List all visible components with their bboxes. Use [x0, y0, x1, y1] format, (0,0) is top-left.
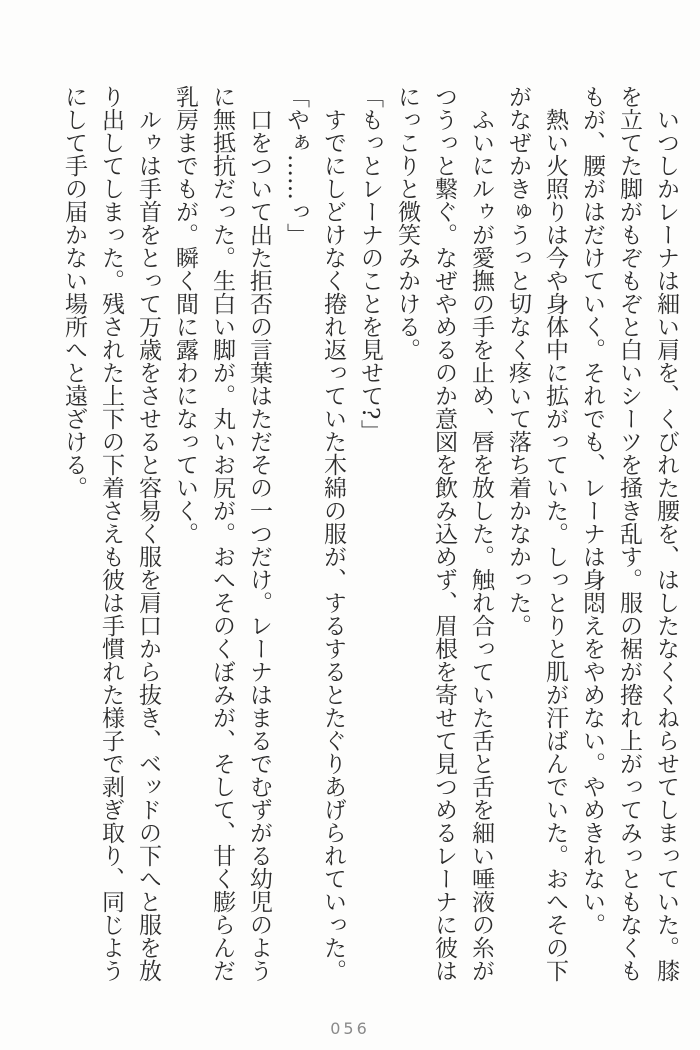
paragraph-3: ふいにルゥが愛撫の手を止め、唇を放した。触れ合っていた舌と舌を細い唾液の糸がつうっと繋ぐ。なぜやめるのか意図を飲み込めず、眉根を寄せて見つめるレーナに彼はにっこりと微笑みかける。: [394, 85, 494, 982]
paragraph-6-dialogue: 「やぁ……っ」: [283, 85, 309, 246]
vertical-text-block: [55, 85, 684, 985]
paragraph-8: ルゥは手首をとって万歳をさせると容易く服を肩口から抜き、ベッドの下へと服を放り出してしまった。残された上下の下着さえも彼は手慣れた様子で剥ぎ取り、同じようにして手の届かない場所へと遠ざける。: [61, 85, 161, 982]
paragraph-7: 口をついて出た拒否の言葉はただその一つだけ。レーナはまるでむずがる幼児のように無抵抗だった。生白い脚が。丸いお尻が。おへそのくぼみが、そして、甘く膨らんだ乳房までもが。瞬く間に露わになっていく。: [172, 85, 272, 982]
paragraph-2: 熱い火照りは今や身体中に拡がっていた。しっとりと肌が汗ばんでいた。おへその下がなぜかきゅうっと切なく疼いて落ち着かなかった。: [505, 85, 568, 982]
paragraph-1: いつしかレーナは細い肩を、くびれた腰を、はしたなくくねらせてしまっていた。膝を立てた脚がもぞもぞと白いシーツを掻き乱す。服の裾が捲れ上がってみっともなくももが、腰がはだけていく。それでも、レーナは身悶えをやめない。やめきれない。: [579, 85, 679, 982]
page-number: 056: [330, 1019, 370, 1038]
paragraph-5: すでにしどけなく捲れ返っていた木綿の服が、するするとたぐりあげられていった。: [320, 108, 346, 982]
paragraph-4-dialogue: 「もっとレーナのことを見せて?」: [357, 85, 383, 443]
